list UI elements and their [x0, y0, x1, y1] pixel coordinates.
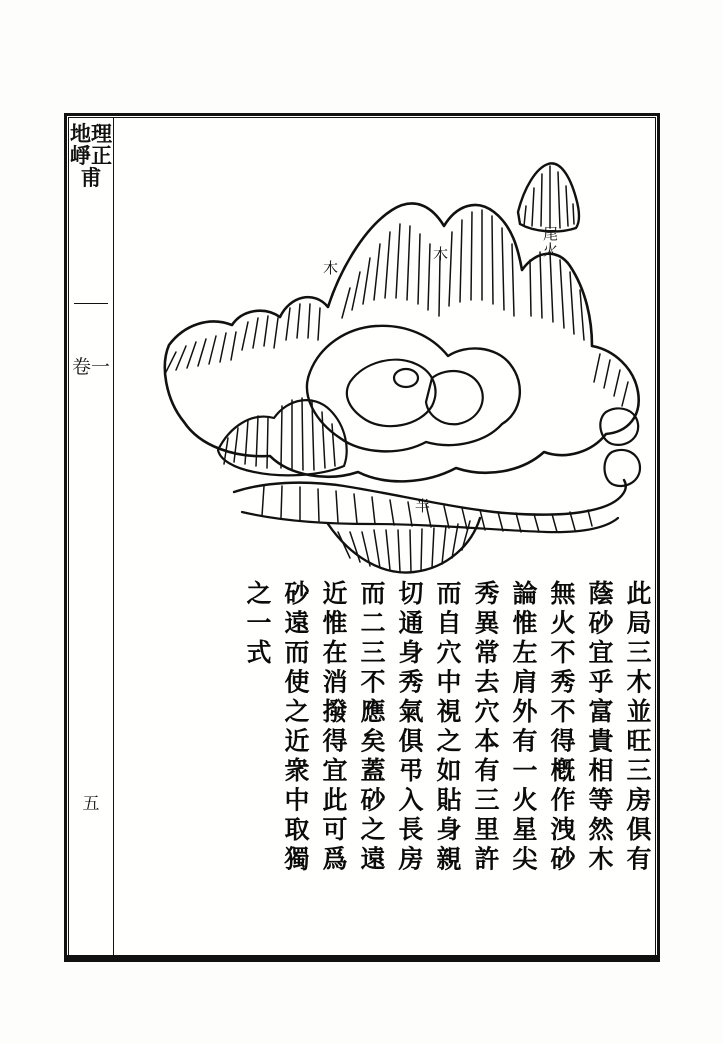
spine-page-number: 五: [82, 794, 100, 814]
spine-volume: 卷一: [71, 356, 110, 378]
label-mu-left: 木: [321, 260, 339, 276]
text-column: 蔭砂宜乎富貴相等然木: [585, 580, 614, 875]
text-column: 切通身秀氣俱弔入長房: [395, 580, 424, 875]
text-column: 砂遠而使之近衆中取獨: [281, 580, 310, 875]
spine-column: [68, 117, 114, 958]
text-column: 秀異常去穴本有三里許: [471, 580, 500, 875]
text-column: 之一式: [243, 580, 272, 669]
text-column: 而自穴中視之如貼身親: [433, 580, 462, 875]
page-frame-bottom-rule: [64, 955, 660, 961]
label-mu-middle: 木: [431, 246, 449, 262]
text-column: 近惟在消撥得宜此可爲: [319, 580, 348, 875]
text-column: 此局三木並旺三房俱有: [623, 580, 652, 875]
label-ban: 半: [413, 498, 431, 514]
spine-divider: [74, 303, 108, 304]
landform-diagram: [114, 120, 654, 575]
text-column: 無火不秀不得槪作洩砂: [547, 580, 576, 875]
text-column: 論惟左肩外有一火星尖: [509, 580, 538, 875]
body-text-block: [118, 580, 650, 952]
text-column: 而二三不應矣蓋砂之遠: [357, 580, 386, 875]
spine-title: 地理崢正甫: [70, 121, 112, 191]
illustration: [114, 120, 654, 575]
label-wei-huo: 尾火: [541, 226, 559, 258]
